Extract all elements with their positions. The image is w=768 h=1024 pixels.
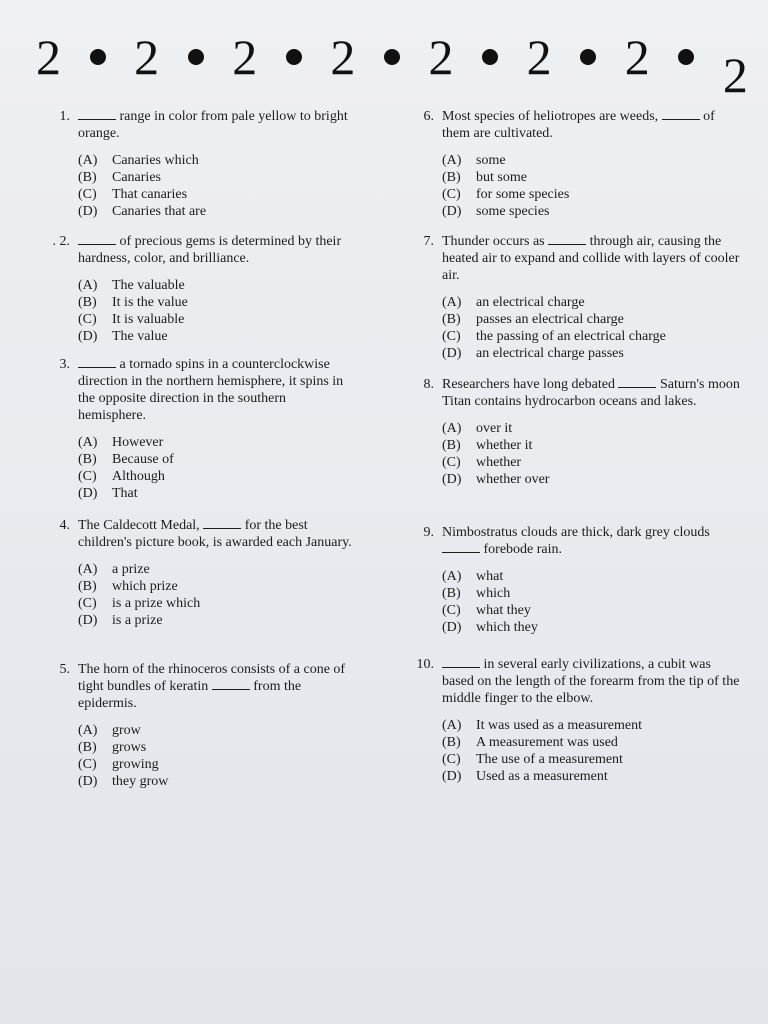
option-d[interactable]: (D) some species (442, 204, 550, 219)
option-c[interactable]: (C) the passing of an electrical charge (442, 329, 666, 344)
option-d[interactable]: (D) they grow (78, 774, 169, 789)
header-digit: 2 (232, 29, 258, 85)
answer-options (36, 434, 356, 502)
option-c[interactable]: (C) Although (78, 469, 165, 484)
option-c[interactable]: (C) for some species (442, 187, 570, 202)
option-c[interactable]: (C) what they (442, 603, 531, 618)
option-c[interactable]: (C) The use of a measurement (442, 752, 623, 767)
option-d[interactable]: (D) Used as a measurement (442, 769, 608, 784)
question-1 (36, 108, 356, 220)
answer-options (36, 152, 356, 220)
question-number: 8. (423, 377, 434, 392)
question-number: . 2. (52, 234, 70, 249)
option-c[interactable]: (C) That canaries (78, 187, 188, 202)
question-7 (400, 233, 740, 362)
question-stem: Researchers have long debated Saturn's moon Titan contains hydrocarbon oceans and lakes. (442, 377, 740, 409)
question-5 (36, 661, 356, 790)
option-d[interactable]: (D) Canaries that are (78, 204, 207, 219)
option-a[interactable]: (A) some (442, 153, 506, 168)
answer-options (36, 277, 356, 345)
header-digit: 2 (428, 29, 454, 85)
header-digit: 2 (624, 29, 650, 85)
option-d[interactable]: (D) which they (442, 620, 538, 635)
question-stem: Thunder occurs as through air, causing the heated air to expand and collide with layers of cooler air. (442, 234, 740, 283)
question-number: 9. (423, 525, 434, 540)
bullet-icon (384, 49, 400, 65)
header-digit: 2 (134, 29, 160, 85)
answer-blank (78, 357, 116, 368)
answer-options (400, 152, 740, 220)
bullet-icon (90, 49, 106, 65)
answer-blank (548, 234, 586, 245)
option-b[interactable]: (B) grows (78, 740, 147, 755)
answer-options (400, 420, 740, 488)
option-c[interactable]: (C) is a prize which (78, 596, 201, 611)
answer-options (36, 561, 356, 629)
answer-blank (618, 377, 656, 388)
question-number: 3. (59, 357, 70, 372)
option-a[interactable]: (A) Canaries which (78, 153, 199, 168)
header-digit: 2 (330, 29, 356, 85)
option-b[interactable]: (B) whether it (442, 438, 533, 453)
option-c[interactable]: (C) growing (78, 757, 159, 772)
option-d[interactable]: (D) whether over (442, 472, 550, 487)
question-number: 6. (423, 109, 434, 124)
answer-blank (212, 679, 250, 690)
bullet-icon (678, 49, 694, 65)
question-10 (400, 656, 740, 785)
bullet-icon (188, 49, 204, 65)
option-b[interactable]: (B) which prize (78, 579, 178, 594)
bullet-icon (286, 49, 302, 65)
answer-blank (442, 657, 480, 668)
option-a[interactable]: (A) However (78, 435, 164, 450)
question-stem: a tornado spins in a counterclockwise direction in the northern hemisphere, it spins in the opposite direction in the southern hemisphere. (78, 357, 344, 423)
header-digit: 2 (36, 29, 61, 85)
option-b[interactable]: (B) Because of (78, 452, 174, 467)
question-stem: of precious gems is determined by their hardness, color, and brilliance. (78, 234, 342, 266)
option-a[interactable]: (A) grow (78, 723, 141, 738)
question-4 (36, 517, 356, 629)
question-stem: Nimbostratus clouds are thick, dark grey clouds forebode rain. (442, 525, 710, 557)
option-b[interactable]: (B) It is the value (78, 295, 188, 310)
question-8 (400, 376, 740, 488)
question-stem: in several early civilizations, a cubit was based on the length of the forearm from the tip of the middle finger to the elbow. (442, 657, 740, 706)
question-number: 10. (416, 657, 434, 672)
option-d[interactable]: (D) The value (78, 329, 168, 344)
answer-blank (203, 518, 241, 529)
answer-options (400, 717, 740, 785)
option-a[interactable]: (A) an electrical charge (442, 295, 585, 310)
option-a[interactable]: (A) over it (442, 421, 513, 436)
answer-options (400, 294, 740, 362)
header-digit: 2 (526, 29, 552, 85)
answer-options (36, 722, 356, 790)
option-a[interactable]: (A) It was used as a measurement (442, 718, 642, 733)
option-b[interactable]: (B) passes an electrical charge (442, 312, 624, 327)
question-6 (400, 108, 740, 220)
question-stem: The Caldecott Medal, for the best children's picture book, is awarded each January. (78, 518, 352, 550)
question-stem: The horn of the rhinoceros consists of a cone of tight bundles of keratin from the epidermis. (78, 662, 346, 711)
question-number: 7. (423, 234, 434, 249)
option-b[interactable]: (B) Canaries (78, 170, 161, 185)
option-d[interactable]: (D) is a prize (78, 613, 163, 628)
option-d[interactable]: (D) That (78, 486, 138, 501)
option-d[interactable]: (D) an electrical charge passes (442, 346, 624, 361)
option-a[interactable]: (A) The valuable (78, 278, 185, 293)
question-number: 1. (59, 109, 70, 124)
option-b[interactable]: (B) which (442, 586, 511, 601)
option-a[interactable]: (A) a prize (78, 562, 150, 577)
header-digit: 2 (722, 47, 748, 103)
page-header (36, 22, 748, 103)
bullet-icon (580, 49, 596, 65)
option-b[interactable]: (B) A measurement was used (442, 735, 618, 750)
answer-blank (78, 109, 116, 120)
option-c[interactable]: (C) It is valuable (78, 312, 185, 327)
answer-blank (442, 542, 480, 553)
question-number: 4. (59, 518, 70, 533)
answer-blank (662, 109, 700, 120)
question-number: 5. (59, 662, 70, 677)
option-b[interactable]: (B) but some (442, 170, 527, 185)
question-9 (400, 524, 740, 636)
question-3 (36, 356, 356, 502)
answer-blank (78, 234, 116, 245)
question-2 (36, 233, 356, 345)
option-a[interactable]: (A) what (442, 569, 504, 584)
question-stem: Most species of heliotropes are weeds, of them are cultivated. (442, 109, 715, 141)
answer-options (400, 568, 740, 636)
option-c[interactable]: (C) whether (442, 455, 522, 470)
bullet-icon (482, 49, 498, 65)
question-stem: range in color from pale yellow to bright orange. (78, 109, 348, 141)
